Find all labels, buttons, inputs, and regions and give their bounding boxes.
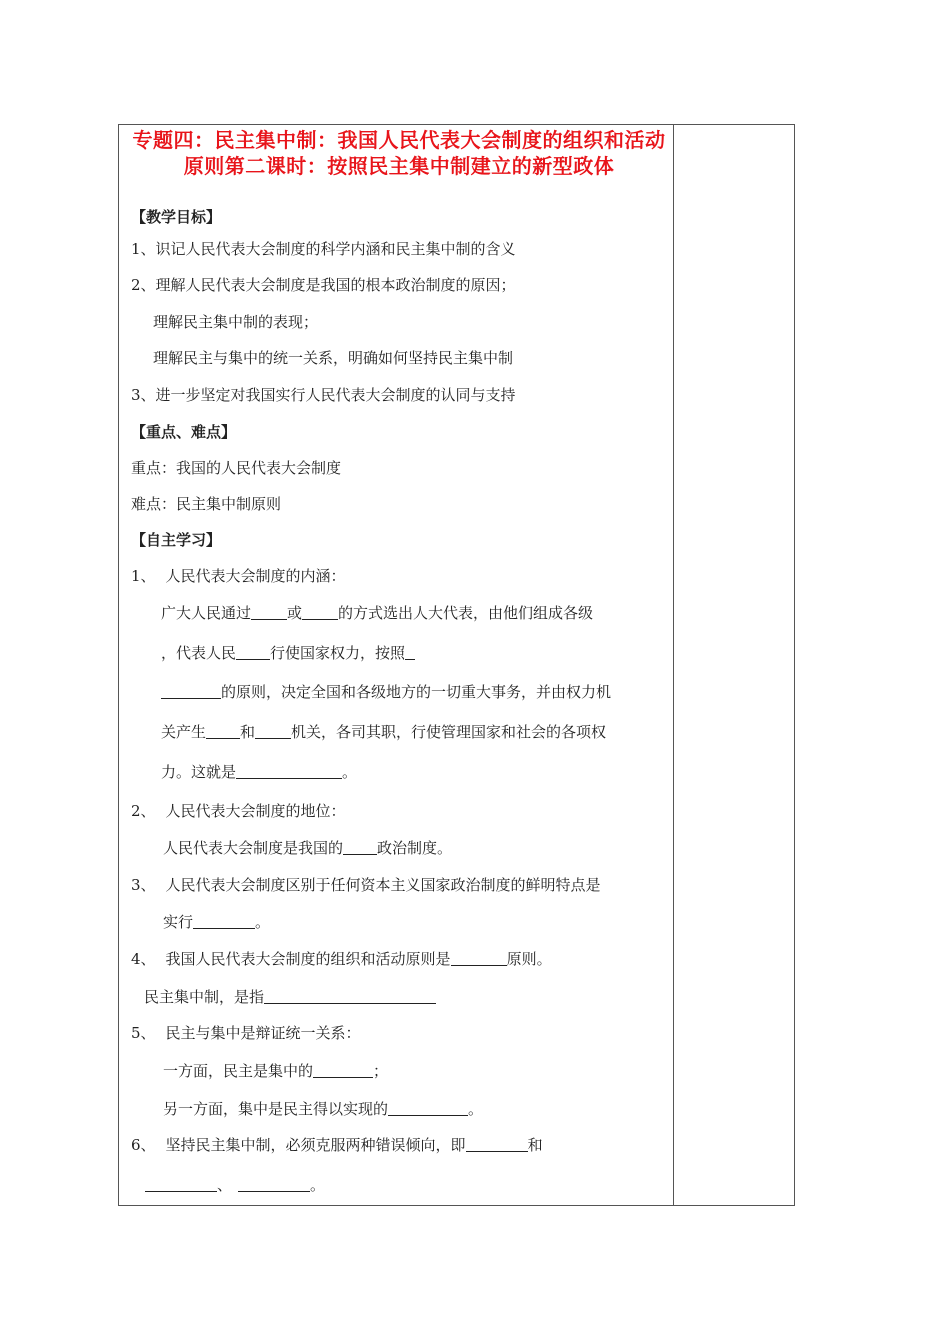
blank-q1-6[interactable] (255, 723, 291, 739)
blank-q6-3[interactable] (238, 1176, 310, 1192)
q5-number: 5、 (131, 1024, 156, 1042)
main-cell (119, 125, 673, 1205)
q1-text-5: 力。这就是 。 (161, 763, 358, 781)
q1-text-4: 关产生 和 机关，各司其职，行使管理国家和社会的各项权 (161, 723, 607, 741)
q1-number: 1、 (131, 567, 156, 585)
q1-text-2: ，代表人民 行使国家权力，按照 (161, 643, 415, 663)
q5-label: 民主与集中是辩证统一关系： (165, 1024, 361, 1042)
q3-text-1: 实行 。 (163, 913, 271, 931)
q3-line (131, 875, 601, 895)
blank-q4-2[interactable] (264, 988, 436, 1004)
lesson-title: 专题四：民主集中制：我国人民代表大会制度的组织和活动原则第二课时：按照民主集中制建立的新型政体 (132, 128, 666, 178)
q2-line (131, 801, 346, 821)
q6-number: 6、 (131, 1136, 156, 1154)
blank-q1-1[interactable] (251, 604, 287, 620)
goal-2: 2、理解人民代表大会制度是我国的根本政治制度的原因； (131, 276, 516, 294)
blank-q5-1[interactable] (313, 1062, 373, 1078)
goal-3: 3、进一步坚定对我国实行人民代表大会制度的认同与支持 (131, 386, 516, 404)
keypoints-header: 【重点、难点】 (131, 423, 237, 441)
study-header: 【自主学习】 (131, 531, 222, 549)
blank-q1-5[interactable] (206, 723, 240, 739)
q1-text-1: 广大人民通过 或 的方式选出人大代表，由他们组成各级 (161, 604, 594, 622)
blank-q1-2[interactable] (302, 604, 338, 620)
q2-text-1: 人民代表大会制度是我国的 政治制度。 (163, 839, 453, 857)
blank-q2-1[interactable] (343, 839, 377, 855)
blank-q1-4[interactable] (161, 683, 221, 699)
lesson-table (118, 124, 795, 1206)
q6-line: 6、 坚持民主集中制，必须克服两种错误倾向，即 和 (131, 1136, 543, 1154)
hard-point: 难点：民主集中制原则 (131, 495, 282, 513)
goals-header: 【教学目标】 (131, 208, 222, 226)
goal-2b: 理解民主集中制的表现； (153, 313, 319, 331)
goal-1: 1、识记人民代表大会制度的科学内涵和民主集中制的含义 (131, 240, 516, 258)
blank-q5-2[interactable] (388, 1100, 468, 1116)
blank-q1-3[interactable] (236, 644, 270, 660)
q4-text-1: 民主集中制，是指 (144, 987, 436, 1007)
blank-q3-1[interactable] (193, 913, 255, 929)
q5-text-1: 一方面，民主是集中的 ； (163, 1062, 389, 1080)
q3-number: 3、 (131, 876, 156, 894)
q3-label: 人民代表大会制度区别于任何资本主义国家政治制度的鲜明特点是 (165, 876, 601, 894)
blank-q6-1[interactable] (466, 1136, 528, 1152)
q2-label: 人民代表大会制度的地位： (165, 802, 346, 820)
q4-number: 4、 (131, 950, 156, 968)
goal-2c: 理解民主与集中的统一关系，明确如何坚持民主集中制 (153, 349, 514, 367)
q6-text-1: 、 。 (145, 1175, 325, 1195)
q5-line (131, 1023, 361, 1043)
q2-number: 2、 (131, 802, 156, 820)
blank-q1-4a[interactable] (405, 644, 415, 660)
key-point: 重点：我国的人民代表大会制度 (131, 459, 342, 477)
q1-label: 人民代表大会制度的内涵： (165, 567, 346, 585)
blank-q6-2[interactable] (145, 1176, 217, 1192)
q5-text-2: 另一方面，集中是民主得以实现的 。 (163, 1100, 484, 1118)
q1-text-3: 的原则，决定全国和各级地方的一切重大事务，并由权力机 (161, 682, 611, 702)
column-divider (673, 125, 674, 1205)
blank-q4-1[interactable] (451, 950, 507, 966)
q1-line (131, 566, 346, 586)
blank-q1-7[interactable] (236, 763, 342, 779)
q4-line: 4、 我国人民代表大会制度的组织和活动原则是 原则。 (131, 950, 552, 968)
